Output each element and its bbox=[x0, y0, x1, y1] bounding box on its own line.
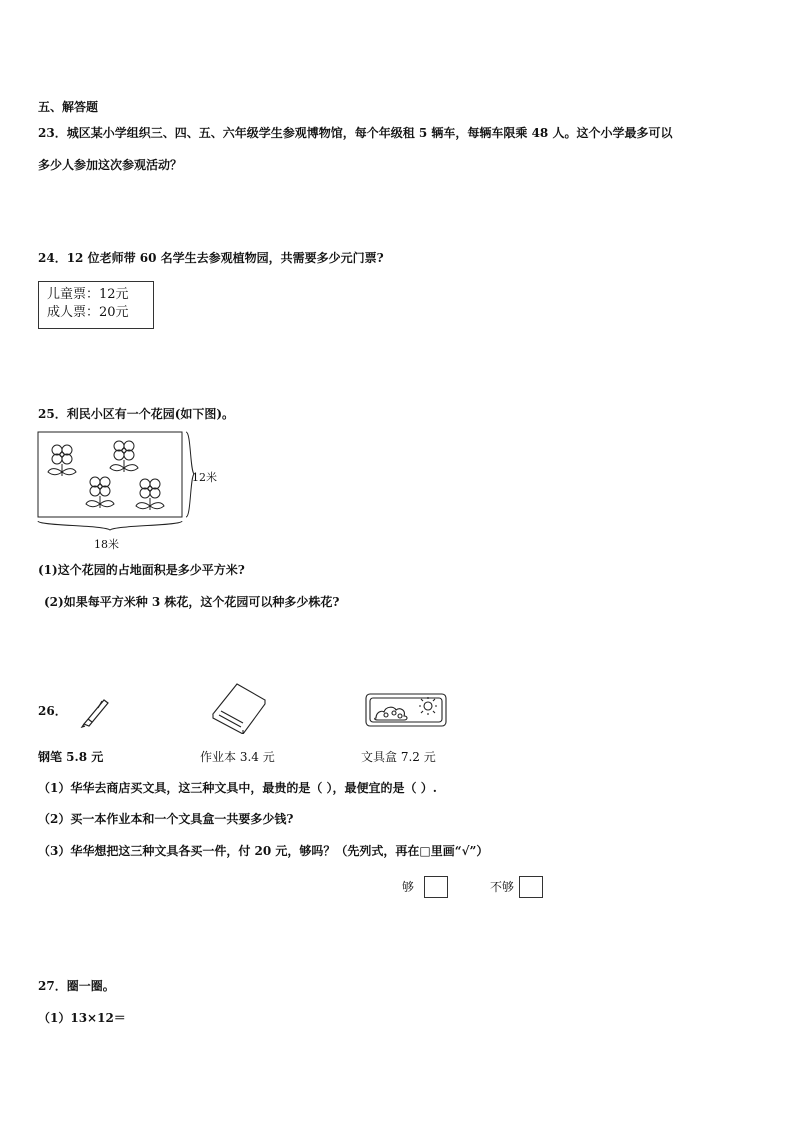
q25-sub1: (1)这个花园的占地面积是多少平方米? bbox=[38, 563, 245, 577]
option-not-enough-label: 不够 bbox=[490, 880, 515, 894]
option-not-enough-checkbox[interactable] bbox=[519, 876, 543, 898]
pencil-case-price: 文具盒 7.2 元 bbox=[361, 750, 436, 764]
garden-width-label: 18米 bbox=[94, 538, 119, 551]
pen-icon bbox=[76, 694, 112, 728]
q26-sub2: （2）买一本作业本和一个文具盒一共要多少钱? bbox=[38, 812, 294, 826]
notebook-price: 作业本 3.4 元 bbox=[200, 750, 275, 764]
option-enough-label: 够 bbox=[402, 880, 415, 894]
garden-figure bbox=[36, 430, 228, 552]
q26-sub1: （1）华华去商店买文具，这三种文具中，最贵的是（ ），最便宜的是（ ）. bbox=[38, 781, 437, 795]
q27-sub1: （1）13×12＝ bbox=[38, 1011, 126, 1025]
garden-rectangle bbox=[38, 432, 182, 517]
q27-stem: 27．圈一圈。 bbox=[38, 979, 115, 993]
child-ticket-price: 儿童票：12元 bbox=[47, 287, 129, 302]
garden-diagram bbox=[36, 430, 228, 552]
q25-stem: 25．利民小区有一个花园(如下图)。 bbox=[38, 407, 235, 421]
section-title: 五、解答题 bbox=[38, 100, 99, 114]
q26-sub3: （3）华华想把这三种文具各买一件，付 20 元，够吗？（先列式，再在□里画“√”） bbox=[38, 844, 489, 858]
pen-price: 钢笔 5.8 元 bbox=[38, 750, 104, 764]
adult-ticket-price: 成人票：20元 bbox=[47, 305, 129, 320]
width-brace bbox=[38, 521, 182, 530]
q23-line2: 多少人参加这次参观活动？ bbox=[38, 158, 183, 172]
q26-number: 26． bbox=[38, 704, 67, 718]
q23-line1: 23．城区某小学组织三、四、五、六年级学生参观博物馆，每个年级租 5 辆车，每辆车限乘 48 人。这个小学最多可以 bbox=[38, 126, 673, 140]
ticket-price-box bbox=[38, 281, 154, 329]
q25-sub2: (2)如果每平方米种 3 株花，这个花园可以种多少株花? bbox=[44, 595, 340, 609]
pencil-case-icon bbox=[364, 690, 448, 730]
option-enough-checkbox[interactable] bbox=[424, 876, 448, 898]
q24-stem: 24．12 位老师带 60 名学生去参观植物园，共需要多少元门票? bbox=[38, 251, 384, 265]
notebook-icon bbox=[207, 680, 269, 734]
garden-height-label: 12米 bbox=[192, 471, 217, 484]
